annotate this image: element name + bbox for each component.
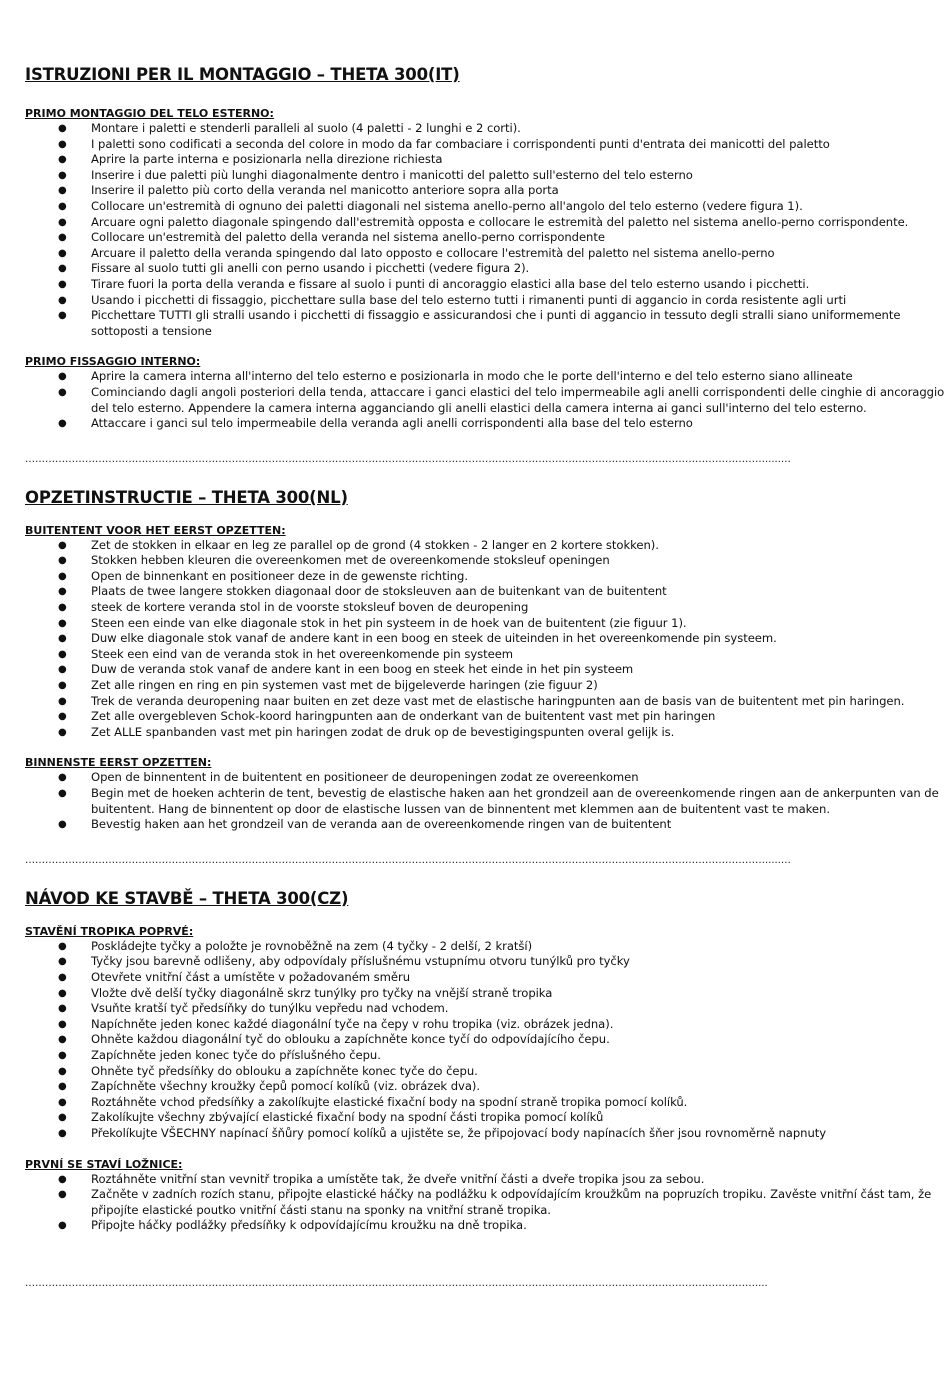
- list-item: [25, 1032, 950, 1048]
- list-item: [25, 662, 950, 678]
- list-item-text: Překolíkujte VŠECHNY napínací šňůry pomocí kolíků a ujistěte se, že připojovací body napínacích šňer jsou rovnoměrně napnuty: [91, 1125, 827, 1140]
- list-item: [25, 183, 950, 199]
- bullet-icon: ●: [58, 1189, 67, 1201]
- list-item: [25, 970, 950, 986]
- bullet-icon: ●: [58, 987, 67, 999]
- list-item: [25, 1172, 950, 1188]
- list-item: [25, 137, 950, 153]
- list-item-text: Roztáhněte vchod předsíňky a zakolíkujte elastické fixační body na spodní straně tropika pomocí kolíků.: [91, 1094, 688, 1109]
- list-item-text: Usando i picchetti di fissaggio, picchettare sulla base del telo esterno tutti i rimanenti punti di aggancio in corda resistente agli urti: [91, 292, 847, 307]
- list-item-text: Open de binnentent in de buitentent en positioneer de deuropeningen zodat ze overeenkomen: [91, 770, 639, 785]
- list-item: [25, 121, 950, 137]
- list-item-text: steek de kortere veranda stol in de voorste stoksleuf boven de deuropening: [91, 600, 529, 615]
- list-item: [25, 584, 950, 600]
- bullet-icon: ●: [58, 278, 67, 290]
- list-item-text: Zapíchněte všechny kroužky čepů pomocí kolíků (viz. obrázek dva).: [91, 1079, 480, 1094]
- list-item-text: Open de binnenkant en positioneer deze in de gewenste richting.: [91, 568, 468, 583]
- list-item: [25, 168, 950, 184]
- bullet-icon: ●: [58, 1096, 67, 1108]
- list-item: [25, 369, 950, 385]
- bullet-icon: ●: [58, 232, 67, 244]
- bullet-icon: ●: [58, 1049, 67, 1061]
- list-item: [25, 261, 950, 277]
- bullet-icon: ●: [58, 695, 67, 707]
- bullet-icon: ●: [58, 956, 67, 968]
- list-item: [25, 709, 950, 725]
- list-item: [25, 986, 950, 1002]
- bullet-icon: ●: [58, 788, 67, 799]
- nl-divider: …………………………………………………………………………………………………………………………………………………………………………………………………….....…: [25, 854, 791, 866]
- list-item-text: Arcuare ogni paletto diagonale spingendo dall'estremità opposta e collocare le estremità del paletto nel sistema anello-perno corrispondente.: [91, 214, 909, 229]
- bullet-icon: ●: [58, 123, 67, 134]
- list-item: [25, 1001, 950, 1017]
- bullet-icon: ●: [58, 1003, 67, 1015]
- list-item-text: Attaccare i ganci sul telo impermeabile della veranda agli anelli corrispondenti alla base del telo esterno: [91, 416, 693, 431]
- list-item: [25, 786, 950, 817]
- list-item-text: Begin met de hoeken achterin de tent, bevestig de elastische haken aan het grondzeil aan de overeenkomende ringen aan de ankerpunten van de buitentent. Hang de binnentent op door de elastische lussen van de binnentent met klemmen aan de buitentent vast te maken.: [91, 786, 939, 816]
- list-item: [25, 1079, 950, 1095]
- bullet-icon: ●: [58, 1081, 67, 1093]
- it-sec2-list: [25, 369, 950, 431]
- document-page: [25, 0, 950, 1290]
- list-item: [25, 600, 950, 616]
- list-item: [25, 725, 950, 741]
- list-item-text: Aprire la parte interna e posizionarla nella direzione richiesta: [91, 152, 443, 167]
- it-sec2-heading: PRIMO FISSAGGIO INTERNO:: [25, 355, 201, 369]
- list-item: [25, 678, 950, 694]
- bullet-icon: ●: [58, 1112, 67, 1124]
- list-item-text: Stokken hebben kleuren die overeenkomen met de overeenkomende stoksleuf openingen: [91, 553, 610, 568]
- list-item: [25, 616, 950, 632]
- bullet-icon: ●: [58, 726, 67, 738]
- bullet-icon: ●: [58, 555, 67, 567]
- list-item-text: Zet alle overgebleven Schok-koord haringpunten aan de onderkant van de buitentent vast met pin haringen: [91, 709, 716, 724]
- list-item: [25, 569, 950, 585]
- list-item-text: Picchettare TUTTI gli stralli usando i picchetti di fissaggio e assicurandosi che i punti di aggancio in tessuto degli stralli siano uniformemente sottoposti a tensione: [91, 308, 901, 338]
- list-item: [25, 1218, 950, 1234]
- it-divider: …………………………………………………………………………………………………………………………………………………………………………………………………….....…: [25, 453, 791, 465]
- bullet-icon: ●: [58, 633, 67, 645]
- list-item-text: Připojte háčky podlážky předsíňky k odpovídajícímu kroužku na dně tropika.: [91, 1218, 527, 1233]
- it-title: ISTRUZIONI PER IL MONTAGGIO – THETA 300(IT): [25, 65, 460, 84]
- cz-sec1-list: [25, 939, 950, 1142]
- list-item: [25, 770, 950, 786]
- list-item: [25, 1048, 950, 1064]
- it-sec1-heading: PRIMO MONTAGGIO DEL TELO ESTERNO:: [25, 107, 274, 120]
- list-item-text: Zapíchněte jeden konec tyče do příslušného čepu.: [91, 1047, 381, 1062]
- list-item-text: Cominciando dagli angoli posteriori della tenda, attaccare i ganci elastici del telo impermeabile agli anelli corrispondenti delle cinghie di ancoraggio del telo esterno. Appendere la camera interna agganciando gli anelli elastici della camera interna ai ganci sull'interno del telo esterno.: [91, 384, 945, 415]
- bullet-icon: ●: [58, 940, 67, 952]
- list-item: [25, 1017, 950, 1033]
- nl-title: OPZETINSTRUCTIE – THETA 300(NL): [25, 487, 348, 507]
- bullet-icon: ●: [58, 371, 67, 383]
- nl-sec1-heading: BUITENTENT VOOR HET EERST OPZETTEN:: [25, 523, 286, 537]
- list-item: [25, 230, 950, 246]
- bullet-icon: ●: [58, 586, 67, 598]
- list-item-text: Arcuare il paletto della veranda spingendo dal lato opposto e collocare l'estremità del paletto nel sistema anello-perno: [91, 245, 775, 260]
- list-item: [25, 152, 950, 168]
- list-item-text: Steen een einde van elke diagonale stok in het pin systeem in de hoek van de buitentent (zie figuur 1).: [91, 615, 687, 630]
- bullet-icon: ●: [58, 680, 67, 692]
- cz-title: NÁVOD KE STAVBĚ – THETA 300(CZ): [25, 888, 349, 908]
- list-item-text: I paletti sono codificati a seconda del colore in modo da far combaciare i corrispondenti punti d'entrata dei manicotti del paletto: [91, 136, 830, 151]
- list-item: [25, 553, 950, 569]
- bullet-icon: ●: [58, 1220, 67, 1232]
- list-item-text: Plaats de twee langere stokken diagonaal door de stoksleuven aan de buitenkant van de buitentent: [91, 584, 667, 599]
- bullet-icon: ●: [58, 971, 67, 983]
- list-item: [25, 538, 950, 554]
- list-item-text: Zet alle ringen en ring en pin systemen vast met de bijgeleverde haringen (zie figuur 2): [91, 678, 598, 693]
- bullet-icon: ●: [58, 169, 67, 181]
- bullet-icon: ●: [58, 294, 67, 306]
- bullet-icon: ●: [58, 1034, 67, 1046]
- list-item: [25, 1110, 950, 1126]
- list-item-text: Duw elke diagonale stok vanaf de andere kant in een boog en steek de uiteinden in het overeenkomende pin systeem.: [91, 631, 777, 646]
- bullet-icon: ●: [58, 418, 67, 430]
- list-item: [25, 293, 950, 309]
- list-item-text: Collocare un'estremità di ognuno dei paletti diagonali nel sistema anello-perno all'angolo del telo esterno (vedere figura 1).: [91, 198, 803, 213]
- nl-sec1-list: [25, 538, 950, 741]
- list-item-text: Inserire il paletto più corto della veranda nel manicotto anteriore sopra alla porta: [91, 183, 559, 198]
- list-item: [25, 1064, 950, 1080]
- bullet-icon: ●: [58, 772, 67, 784]
- list-item-text: Poskládejte tyčky a položte je rovnoběžně na zem (4 tyčky - 2 delší, 2 kratší): [91, 938, 533, 953]
- list-item-text: Aprire la camera interna all'interno del telo esterno e posizionarla in modo che le porte dell'interno e del telo esterno siano allineate: [91, 369, 853, 384]
- list-item: [25, 1126, 950, 1142]
- bullet-icon: ●: [58, 602, 67, 614]
- nl-sec2-list: [25, 770, 950, 832]
- bullet-icon: ●: [58, 648, 67, 660]
- bullet-icon: ●: [58, 1018, 67, 1030]
- list-item-text: Otevřete vnitřní část a umístěte v požadovaném směru: [91, 969, 411, 984]
- bullet-icon: ●: [58, 185, 67, 197]
- list-item: [25, 631, 950, 647]
- bullet-icon: ●: [58, 539, 67, 551]
- list-item-text: Tirare fuori la porta della veranda e fissare al suolo i punti di ancoraggio elastici alla base del telo esterno usando i picchetti.: [91, 276, 810, 291]
- bullet-icon: ●: [58, 1065, 67, 1077]
- list-item-text: Collocare un'estremità del paletto della veranda nel sistema anello-perno corrispondente: [91, 230, 605, 245]
- list-item-text: Tyčky jsou barevně odlišeny, aby odpovídaly příslušnému vstupnímu otvoru tunýlků pro tyčky: [91, 954, 630, 969]
- list-item-text: Bevestig haken aan het grondzeil van de veranda aan de overeenkomende ringen van de buitentent: [91, 817, 672, 832]
- bullet-icon: ●: [58, 617, 67, 629]
- list-item: [25, 277, 950, 293]
- list-item: [25, 647, 950, 663]
- list-item: [25, 939, 950, 955]
- bullet-icon: ●: [58, 819, 67, 831]
- list-item: [25, 954, 950, 970]
- list-item-text: Zet ALLE spanbanden vast met pin haringen zodat de druk op de bevestigingspunten overal gelijk is.: [91, 724, 675, 739]
- bullet-icon: ●: [58, 1127, 67, 1139]
- cz-sec2-list: [25, 1172, 950, 1234]
- bullet-icon: ●: [58, 247, 67, 259]
- list-item-text: Duw de veranda stok vanaf de andere kant in een boog en steek het einde in het pin systeem: [91, 662, 634, 677]
- bullet-icon: ●: [58, 138, 67, 150]
- cz-sec2-heading: PRVNÍ SE STAVÍ LOŽNICE:: [25, 1157, 183, 1171]
- bullet-icon: ●: [58, 154, 67, 166]
- list-item: [25, 215, 950, 231]
- list-item-text: Zet de stokken in elkaar en leg ze parallel op de grond (4 stokken - 2 langer en 2 kortere stokken).: [91, 537, 659, 552]
- bullet-icon: ●: [58, 310, 67, 322]
- list-item: [25, 199, 950, 215]
- list-item: [25, 308, 950, 339]
- bullet-icon: ●: [58, 1173, 67, 1185]
- list-item-text: Ohněte každou diagonální tyč do oblouku a zapíchněte konce tyčí do odpovídajícího čepu.: [91, 1032, 610, 1047]
- bullet-icon: ●: [58, 711, 67, 723]
- list-item-text: Fissare al suolo tutti gli anelli con perno usando i picchetti (vedere figura 2).: [91, 261, 530, 276]
- list-item-text: Zakolíkujte všechny zbývající elastické fixační body na spodní části tropika pomocí kolíků: [91, 1110, 604, 1125]
- list-item: [25, 1187, 950, 1218]
- list-item-text: Roztáhněte vnitřní stan vevnitř tropika a umístěte tak, že dveře vnitřní části a dveře tropika jsou za sebou.: [91, 1171, 705, 1186]
- list-item-text: Inserire i due paletti più lunghi diagonalmente dentro i manicotti del paletto sull'esterno del telo esterno: [91, 167, 693, 182]
- list-item: [25, 694, 950, 710]
- list-item-text: Napíchněte jeden konec každé diagonální tyče na čepy v rohu tropika (viz. obrázek jedna).: [91, 1016, 614, 1031]
- bullet-icon: ●: [58, 263, 67, 275]
- bullet-icon: ●: [58, 570, 67, 582]
- list-item: [25, 246, 950, 262]
- list-item: [25, 817, 950, 833]
- cz-divider: …………………………………………………………………………………………………………………………………………………………………………………………………....: [25, 1277, 768, 1289]
- bullet-icon: ●: [58, 664, 67, 676]
- list-item-text: Trek de veranda deuropening naar buiten en zet deze vast met de elastische haringpunten aan de basis van de buitentent met pin haringen.: [91, 693, 905, 708]
- bullet-icon: ●: [58, 216, 67, 228]
- list-item-text: Začněte v zadních rozích stanu, připojte elastické háčky na podlážku k odpovídajícím kroužkům na popruzích tropiku. Zavěste vnitřní část tam, že připojíte elastické poutko vnitřní části stanu na sponky na vnitřní straně tropika.: [91, 1187, 932, 1217]
- list-item-text: Steek een eind van de veranda stok in het overeenkomende pin systeem: [91, 646, 514, 661]
- it-sec1-list: [25, 121, 950, 339]
- cz-sec1-heading: STAVĚNÍ TROPIKA POPRVÉ:: [25, 924, 194, 938]
- list-item: [25, 1095, 950, 1111]
- list-item-text: Montare i paletti e stenderli paralleli al suolo (4 paletti - 2 lunghi e 2 corti).: [91, 121, 521, 135]
- nl-sec2-heading: BINNENSTE EERST OPZETTEN:: [25, 756, 212, 770]
- list-item-text: Vsuňte kratší tyč předsíňky do tunýlku vepředu nad vchodem.: [91, 1001, 449, 1016]
- list-item-text: Ohněte tyč předsíňky do oblouku a zapíchněte konec tyče do čepu.: [91, 1063, 478, 1078]
- list-item-text: Vložte dvě delší tyčky diagonálně skrz tunýlky pro tyčky na vnější straně tropika: [91, 985, 553, 1000]
- bullet-icon: ●: [58, 386, 67, 398]
- list-item: [25, 385, 950, 416]
- bullet-icon: ●: [58, 200, 67, 212]
- list-item: [25, 416, 950, 432]
